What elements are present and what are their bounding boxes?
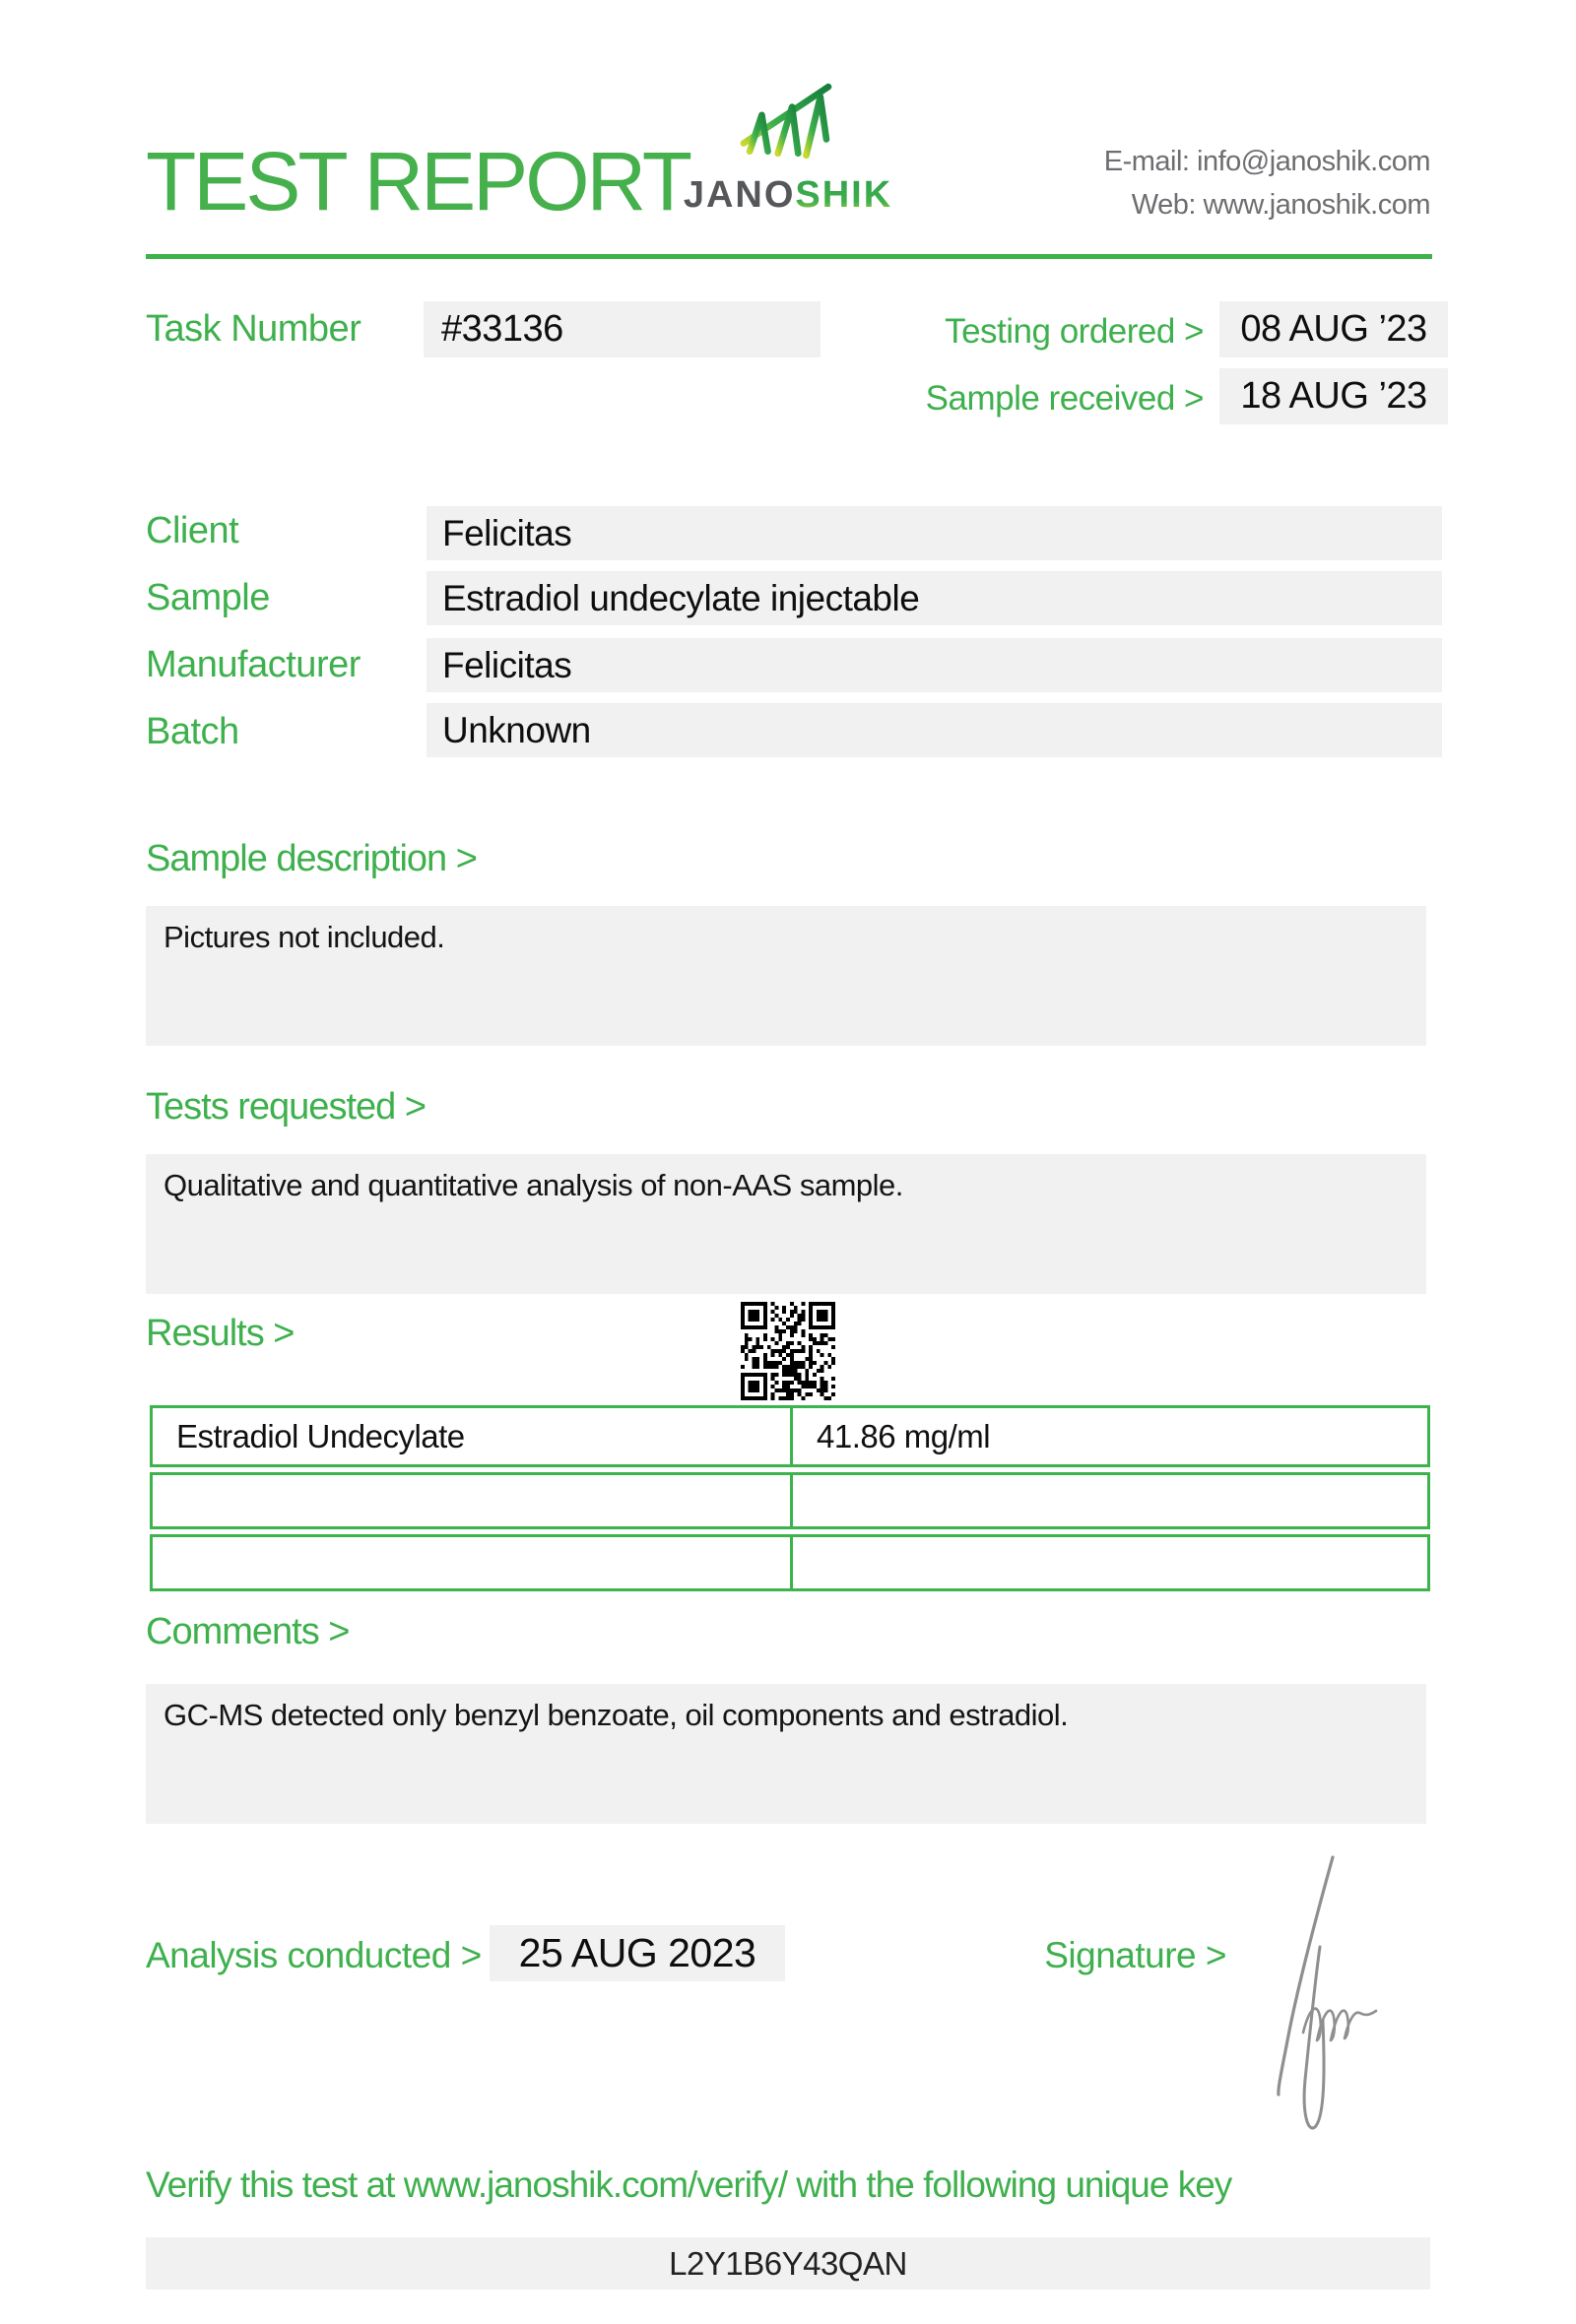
analysis-conducted-label: Analysis conducted > — [146, 1935, 482, 1975]
verify-key: L2Y1B6Y43QAN — [669, 2244, 907, 2282]
sample-description-heading: Sample description > — [146, 838, 477, 879]
analysis-conducted-date: 25 AUG 2023 — [490, 1925, 785, 1981]
janoshik-logo-text — [678, 171, 898, 217]
result-value — [793, 1475, 1427, 1526]
verify-instruction: Verify this test at www.janoshik.com/verify/ with the following unique key — [146, 2164, 1232, 2205]
manufacturer-label: Manufacturer — [146, 644, 361, 685]
signature-label: Signature > — [1044, 1935, 1226, 1975]
janoshik-logo — [678, 81, 898, 217]
logo-jano: JANO — [683, 174, 796, 216]
table-row — [150, 1534, 1430, 1591]
contact-email: E-mail: info@janoshik.com — [1103, 146, 1430, 177]
comments-box — [146, 1684, 1426, 1824]
testing-ordered-label: Testing ordered > — [945, 312, 1204, 351]
contact-block — [1104, 140, 1430, 226]
client-label: Client — [146, 510, 239, 551]
testing-ordered-date: 08 AUG ’23 — [1219, 301, 1448, 357]
page-title: TEST REPORT — [146, 135, 690, 227]
verify-key-box — [146, 2237, 1430, 2290]
tests-requested-box — [146, 1154, 1426, 1294]
table-row — [150, 1405, 1430, 1467]
manufacturer-value: Felicitas — [427, 638, 1442, 692]
results-table — [150, 1405, 1430, 1596]
sample-label: Sample — [146, 577, 270, 618]
batch-value: Unknown — [427, 703, 1442, 757]
sample-received-label: Sample received > — [925, 379, 1204, 418]
sample-description-text: Pictures not included. — [164, 920, 445, 954]
qr-code — [741, 1302, 835, 1400]
comments-text: GC-MS detected only benzyl benzoate, oil components and estradiol. — [164, 1698, 1069, 1732]
results-heading: Results > — [146, 1313, 295, 1354]
contact-web: Web: www.janoshik.com — [1131, 189, 1430, 221]
header-divider — [146, 254, 1432, 259]
sample-description-box — [146, 906, 1426, 1046]
table-row — [150, 1472, 1430, 1529]
result-analyte — [153, 1537, 793, 1588]
signature-scribble — [1266, 1853, 1394, 2139]
svg-text:JANOSHIK — [684, 174, 892, 216]
logo-shik: SHIK — [795, 174, 893, 216]
task-number-label: Task Number — [146, 308, 361, 350]
client-value: Felicitas — [427, 506, 1442, 560]
janoshik-chart-icon — [737, 81, 839, 163]
task-number-value: #33136 — [424, 301, 821, 357]
sample-received-date: 18 AUG ’23 — [1219, 368, 1448, 424]
result-value — [793, 1537, 1427, 1588]
sample-value: Estradiol undecylate injectable — [427, 571, 1442, 625]
result-value: 41.86 mg/ml — [817, 1417, 991, 1454]
tests-requested-heading: Tests requested > — [146, 1086, 427, 1128]
tests-requested-text: Qualitative and quantitative analysis of non-AAS sample. — [164, 1168, 903, 1202]
batch-label: Batch — [146, 711, 239, 752]
result-analyte — [153, 1475, 793, 1526]
result-analyte: Estradiol Undecylate — [153, 1408, 793, 1464]
comments-heading: Comments > — [146, 1611, 350, 1652]
